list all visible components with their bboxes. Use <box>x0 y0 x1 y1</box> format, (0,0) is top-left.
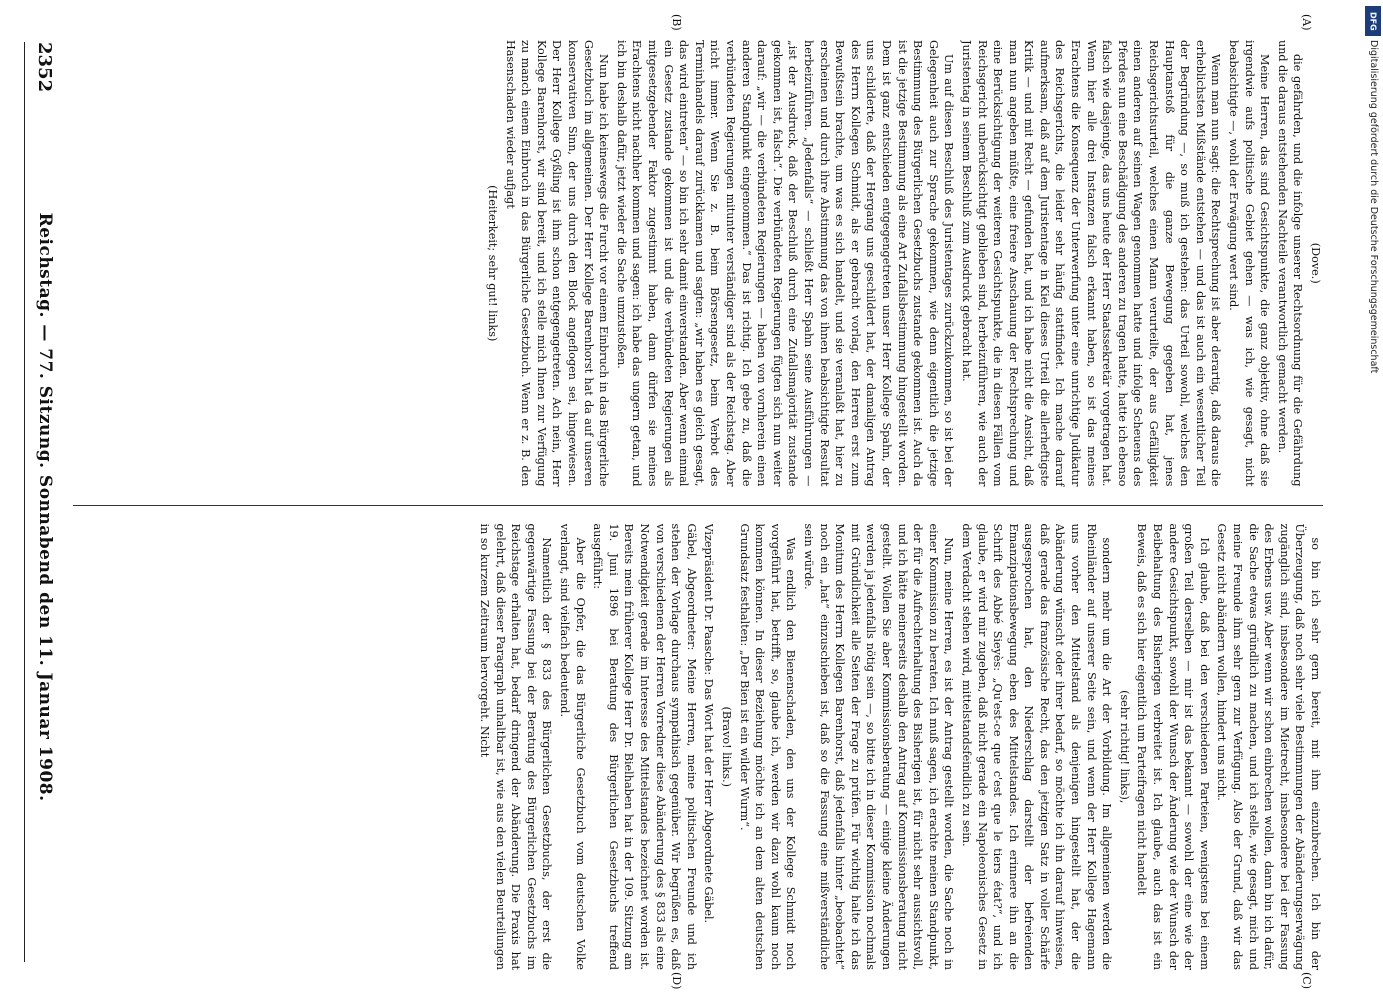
digitization-note: Digitalisierung gefördert durch die Deutsche Forschungsgemeinschaft <box>1368 40 1379 374</box>
paragraph: (Bravo! links.) <box>720 706 734 787</box>
right-column <box>73 524 1323 971</box>
paragraph: Ich glaube, daß bei den verschiedenen Parteien, wenigstens bei einem großen Teil derselben — mir ist das bekannt — sowohl der eine wie der andere Gesichtspunkt, sowohl der Wunsch der Änderung wie der Wunsch der Beibehaltung des Bisherigen verbreitet ist. Ich glaube, auch das ist ein Beweis, daß es sich hier eigentlich um Parteifragen nicht handelt <box>1135 523 1211 970</box>
paragraph: Aber die Opfer, die das Bürgerliche Gesetzbuch vom deutschen Volke verlangt, sind vielfach bedeutend. <box>558 523 587 970</box>
margin-mark-a: (A) <box>1300 14 1313 31</box>
text-columns <box>73 40 1323 970</box>
paragraph: Nun habe ich keineswegs die Furcht vor einem Einbruch in das Bürgerliche Gesetzbuch im allgemeinen. Der Herr Kollege Barenhorst hat da auf unseren konservativen Sinn, der uns durch den Block angeflogen sei, hingewiesen. Der Herr Kollege Gyßling ist ihm schon entgegengetreten. Ach nein, Herr Kollege Barenhorst, wir sind bereit, und ich stelle mich Ihnen zur Verfügung zu manch einem Einbruch in das Bürgerliche Gesetzbuch. Wenn er z. B. den Hasenschaden wieder aufjagt <box>503 40 611 487</box>
paragraph: Um auf diesen Beschluß des Juristentages zurückzukommen, so ist bei der Gelegenheit auch zur Sprache gekommen, wie denn eigentlich die jetzige Bestimmung des Bürgerlichen Gesetzbuchs zustande gekommen ist. Auch da ist die jetzige Bestimmung als eine Art Zufallsbestimmung hingestellt worden. Dem ist ganz entschieden entgegengetreten unser Herr Kollege Spahn, der uns schilderte, daß der Hergang uns geschildert hat, der damaligen Antrag des Herrn Kollegen Schmidt, als er gebracht vorlag, den Herren erst zum Bewußtsein brachte, um was es sich handelt, und sie veranlaßt hat, hier zu erscheinen und durch ihre Abstimmung das von ihnen beabsichtigte Resultat herbeizuführen. „Jedenfalls“ — schließt Herr Spahn seine Ausführungen — „ist der Ausdruck, daß der Beschluß durch eine Zufallsmajorität zustande gekommen ist, falsch“. Die verbündeten Regierungen fügten sich nun weiter darauf: „wir — die verbündeten Regierungen — haben von vornherein einen anderen Standpunkt eingenommen.“ Das ist richtig. Ich gebe zu, daß die verbündeten Regierungen mitunter verständiger sind als der Reichstag. Aber nicht immer. Wenn Sie z. B. beim Börsengesetz, beim Verbot des Terminhandels darauf zurückkamen und sagten: „wir haben es gleich gesagt, das wird eintreten“ — so bin ich sehr damit einverstanden. Aber wenn einmal ein Gesetz zustande gekommen ist und die verbündeten Regierungen als mitgesetzgebender Faktor zugestimmt haben, dann dürfen sie meines Erachtens nicht nachher kommen und sagen: ich habe das ungern getan, und ich bin deshalb dafür, jetzt wieder die Sache umzustoßen. <box>614 40 956 487</box>
dfg-logo: DFG <box>1365 6 1381 36</box>
paragraph: sondern mehr um die Art der Vorbildung. Im allgemeinen werden die Rheinländer auf unserer Seite sein, und wenn der Herr Kollege Hagemann uns vorher den Mittelstand als denjenigen hingestellt hat, der die Abänderung wünscht oder ihrer bedarf, so möchte ich ihn darauf hinweisen, daß gerade das französische Recht, das den jetzigen Satz in voller Schärfe ausgesprochen hat, den Niederschlag darstellt der befreienden Emanzipationsbewegung eben des Mittelstandes. Ich erinnere ihn an die Schrift des Abbé Sieyès: „Qu'est-ce que c'est que le tiers état?“, und ich glaube, er wird mir zugeben, daß nicht gerade ein Napoleonisches Gesetz in dem Verdacht stehen wird, mittelstandsfeindlich zu sein. <box>959 523 1114 970</box>
margin-mark-b: (B) <box>670 14 683 31</box>
paragraph: Vizepräsident Dr. Paasche: Das Wort hat der Herr Abgeordnete Gäbel. <box>702 523 716 924</box>
paragraph: (sehr richtig! links), <box>1117 690 1131 804</box>
paragraph: Namentlich der § 833 des Bürgerlichen Gesetzbuchs, der erst die gegenwärtige Fassung bei der Beratung des Bürgerlichen Gesetzbuchs im Reichstage erhalten hat, bedarf dringend der Abänderung. Die Praxis hat gelehrt, daß dieser Paragraph unhaltbar ist, wie aus den vielen Beurteilungen in so kurzem Zeitraum hervorgeht. Nicht <box>478 523 554 970</box>
left-column <box>73 40 1323 487</box>
paragraph: (Dove.) <box>1309 242 1322 284</box>
paragraph: Was endlich den Bienenschaden, den uns der Kollege Schmidt noch vorgeführt hat, betrifft, so, glaube ich, werden wir dazu wohl kaum noch kommen können. In dieser Beziehung möchte ich an dem alten deutschen Grundsatz festhalten: „Der Bien ist ein wilder Wurm“. <box>737 523 798 970</box>
margin-mark-d: (D) <box>670 972 683 990</box>
paragraph: so bin ich sehr gern bereit, mit ihm einzubrechen. Ich bin der Überzeugung, daß noch sehr viele Bestimmungen der Abänderungserwägung zugänglich sind, insbesondere im Mietrecht, insbesondere bei der Fassung des Erbens usw. Aber wenn wir schon einbrechen wollen, dann bin ich dafür, die Sache etwas gründlich zu machen, und ich stelle, wie gesagt, mich und meine Freunde ihm sehr gern zur Verfügung. Also der Grund, daß wir das Gesetz nicht abändern wollen, hindert uns nicht. <box>1215 523 1322 970</box>
paragraph: (Heiterkeit; sehr gut! links) <box>486 185 500 342</box>
running-title: Reichstag. — 77. Sitzung. Sonnabend den 11. Januar 1908. <box>35 212 55 802</box>
paragraph: die gefährden, und die infolge unserer Rechtsordnung für die Gefährdung und die daraus entstehenden Nachteile verantwortlich gemacht werden. <box>1275 40 1305 487</box>
paragraph: Gäbel, Abgeordneter: Meine Herren, meine politischen Freunde und ich stehen der Vorlage durchaus sympathisch gegenüber. Wir begrüßen es, daß von verschiedenen der Herren Vorredner diese Abänderung des § 833 als eine Notwendigkeit gerade im Interesse des Mittelstandes bezeichnet worden ist. Bereits mein früherer Kollege Herr Dr. Bielhaben hat in der 109. Sitzung am 19. Juni 1896 bei Beratung des Bürgerlichen Gesetzbuchs treffend ausgeführt: <box>591 523 698 970</box>
column-divider <box>73 505 1323 506</box>
running-header <box>24 42 65 962</box>
margin-mark-c: (C) <box>1300 972 1313 989</box>
paragraph: Nun, meine Herren, es ist der Antrag gestellt worden, die Sache noch in einer Kommission zu beraten. Ich muß sagen, ich erachte meinen Standpunkt, der für die Aufrechterhaltung des Bisherigen ist, für nicht sehr aussichtsvoll, und ich hätte meinerseits deshalb den Antrag auf Kommissionsberatung nicht gestellt. Wollen Sie aber Kommissionsberatung — einige kleine Änderungen werden ja jedenfalls nötig sein —, so bitte ich in dieser Kommission nochmals mit Gründlichkeit alle Seiten der Frage zu prüfen. Für wichtig halte ich das Monitum des Herrn Kollegen Barenhorst, daß jedenfalls hinter „beobachtet“ noch ein „hat“ einzuschieben ist, daß so die Fassung eine mißverständliche sein würde. <box>802 523 956 970</box>
paragraph: Wenn man nun sagt: die Rechtsprechung ist aber derartig, daß daraus die erheblichsten Mißstände entstehen — und das ist auch ein wesentlicher Teil der Begründung —, so muß ich gestehen: das Urteil sowohl, welches den Hauptanstoß für die ganze Bewegung gegeben hat, jenes Reichsgerichtsurteil, welches einen Mann verurteilte, der aus Gefälligkeit einen anderen auf seinen Wagen genommen hatte und infolge Scheuens des Pferdes nun eine Beschädigung des anderen zu tragen hatte, hatte ich ebenso falsch wie dasjenige, das uns heute der Herr Staatssekretär vorgetragen hat. Wenn hier alle drei Instanzen falsch erkannt haben, so ist das meines Erachtens die Konsequenz der Unterwerfung unter eine unrichtige Judikatur des Reichsgerichts, die leider sehr häufig stattfindet. Ich mache darauf aufmerksam, daß auf dem Juristentage in Kiel dieses Urteil die allerheftigste Kritik — und mit Recht — gefunden hat, und ich habe nicht die Ansicht, daß man nun angeben müßte, eine freiere Anschauung der Rechtsprechung und eine Berücksichtigung der weiteren Gesichtspunkte, die in diesen Fällen vom Reichsgericht unberücksichtigt geblieben sind, herbeizuführen, wie auch der Juristentag in seinem Beschluß zum Ausdruck gebracht hat. <box>959 40 1223 487</box>
page-number: 2352 <box>34 42 56 93</box>
paragraph: Meine Herren, das sind Gesichtspunkte, die ganz objektiv, ohne daß sie irgendwie aufs politische Gebiet gehen — was ich, wie gesagt, nicht beabsichtigte —, wohl der Erwägung wert sind. <box>1227 40 1272 487</box>
